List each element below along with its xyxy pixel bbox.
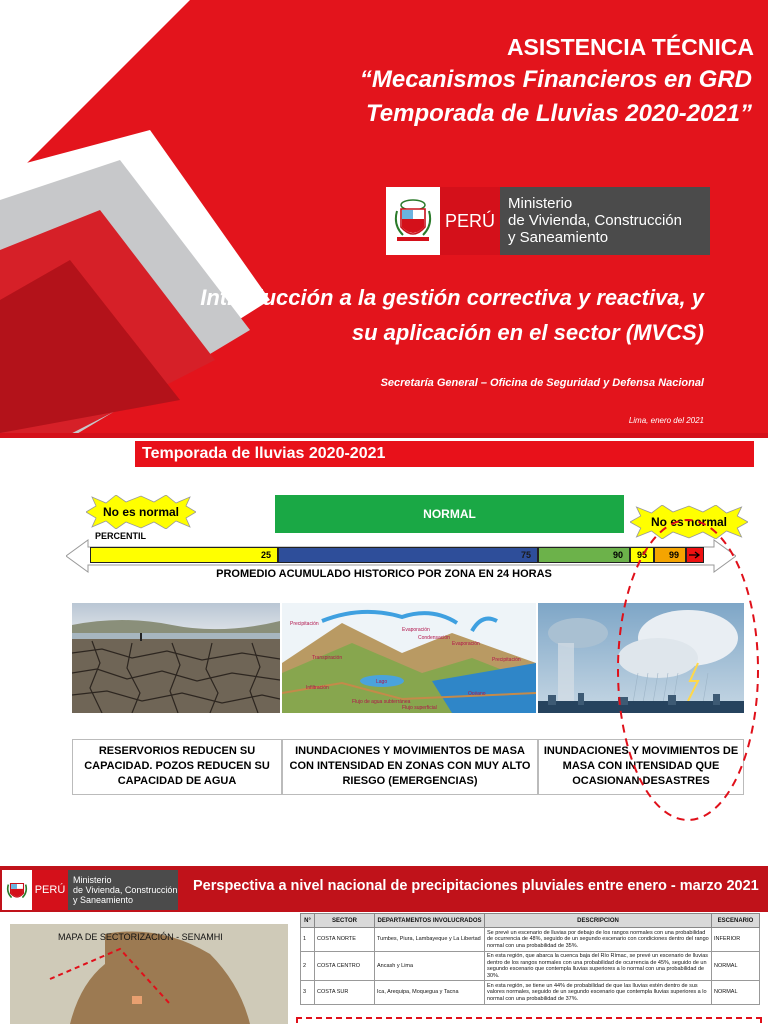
cell-departments: Tumbes, Piura, Lambayeque y La Libertad: [375, 928, 485, 952]
not-normal-right-label: No es normal: [650, 515, 728, 529]
cell-departments: Ancash y Lima: [375, 952, 485, 981]
cell-number: 1: [301, 928, 315, 952]
slide-title: ASISTENCIA TÉCNICA: [506, 34, 754, 60]
percentile-90: 90: [538, 547, 630, 563]
caption-floods-emergencies: INUNDACIONES Y MOVIMIENTOS DE MASA CON INTENSIDAD EN ZONAS CON MUY ALTO RIESGO (EMERGENCIAS): [282, 739, 538, 795]
map-title: MAPA DE SECTORIZACIÓN - SENAMHI: [58, 932, 223, 942]
rain-season-slide: [0, 433, 768, 840]
sectorization-map: [10, 924, 288, 1024]
caption-drought: RESERVORIOS REDUCEN SU CAPACIDAD. POZOS REDUCEN SU CAPACIDAD DE AGUA: [72, 739, 282, 795]
table-highlight-dashed: [296, 1017, 762, 1023]
highlight-ellipse: [612, 515, 764, 825]
logo-ministry-name: [500, 187, 710, 255]
ministry-line1: Ministerio: [508, 195, 573, 212]
col-departments: DEPARTAMENTOS INVOLUCRADOS: [375, 914, 485, 928]
ministry-line2: de Vivienda, Construcción: [73, 885, 178, 895]
cell-sector: COSTA CENTRO: [315, 952, 375, 981]
col-scenario: ESCENARIO: [712, 914, 760, 928]
ministry-line2: de Vivienda, Construcción: [508, 212, 682, 229]
table-header-row: [301, 914, 760, 928]
scale-caption: PROMEDIO ACUMULADO HISTORICO POR ZONA EN 24 HORAS: [216, 568, 552, 580]
intro-title-line2: su aplicación en el sector (MVCS): [351, 320, 704, 345]
col-description: DESCRIPCION: [485, 914, 712, 928]
caption-floods-disasters: INUNDACIONES Y MOVIMIENTOS DE MASA CON INTENSIDAD QUE OCASIONAN DESASTRES: [538, 739, 744, 795]
cell-sector: COSTA SUR: [315, 981, 375, 1005]
ministry-line1: Ministerio: [73, 875, 112, 885]
drought-image: [72, 603, 280, 713]
cell-sector: COSTA NORTE: [315, 928, 375, 952]
percentile-25: 25: [90, 547, 278, 563]
water-cycle-diagram: [282, 603, 536, 713]
diagram-label: Evaporación: [452, 641, 480, 647]
perspective-slide: [0, 866, 768, 1024]
cell-description: En esta región, se tiene un 44% de probabilidad de que las lluvias estén dentro de sus valores normales, seguido de un segundo escenario que contempla lluvias superiores a lo normal con una probabilidad de 37%.: [485, 981, 712, 1005]
intro-title-line1: Introducción a la gestión correctiva y reactiva, y: [200, 285, 704, 310]
ministry-logo: [386, 187, 710, 255]
diagram-label: Infiltración: [306, 685, 329, 691]
percentile-75: 75: [278, 547, 538, 563]
percentile-95: 95: [630, 547, 654, 563]
coat-of-arms-icon: [2, 870, 32, 910]
not-normal-left-label: No es normal: [102, 505, 180, 519]
percentile-99: 99: [654, 547, 686, 563]
diagram-label: Precipitación: [290, 621, 319, 627]
diagram-label: Lago: [376, 679, 388, 685]
cell-scenario: INFERIOR: [712, 928, 760, 952]
diagram-label: Evaporación: [402, 627, 430, 633]
office-name: Secretaría General – Oficina de Seguridad y Defensa Nacional: [380, 377, 704, 389]
cell-scenario: NORMAL: [712, 981, 760, 1005]
ministry-line3: y Saneamiento: [508, 229, 609, 246]
cell-number: 3: [301, 981, 315, 1005]
logo-country: PERÚ: [32, 870, 68, 910]
diagram-label: Flujo superficial: [402, 705, 437, 711]
title-slide: [0, 0, 768, 433]
sector-table: [300, 913, 760, 1005]
col-number: N°: [301, 914, 315, 928]
slide-subtitle-line1: “Mecanismos Financieros en GRD: [359, 66, 752, 93]
diagram-label: Precipitación: [492, 657, 521, 663]
diagram-label: Transpiración: [312, 655, 343, 661]
cell-description: En esta región, que abarca la cuenca baja del Río Rímac, se prevé un escenario de lluvias dentro de los rangos normales con una probabilidad de ocurrencia de 45%, seguido de un segundo escenario que contempla lluvias superiores a lo normal con una probabilidad de 30%.: [485, 952, 712, 981]
logo-country: PERÚ: [440, 187, 500, 255]
diagram-label: Flujo de agua subterránea: [352, 699, 411, 705]
ministry-line3: y Saneamiento: [73, 895, 134, 905]
cell-scenario: NORMAL: [712, 952, 760, 981]
ministry-logo-small: [2, 870, 178, 910]
logo-ministry-name: [68, 870, 178, 910]
col-sector: SECTOR: [315, 914, 375, 928]
cell-departments: Ica, Arequipa, Moquegua y Tacna: [375, 981, 485, 1005]
cell-description: Se prevé un escenario de lluvias por debajo de los rangos normales con una probabilidad de ocurrencia de 48%, seguido de un segundo escenario con condiciones dentro del rango normal con una probabilidad de 35%.: [485, 928, 712, 952]
slide3-title: Perspectiva a nivel nacional de precipitaciones pluviales entre enero - marzo 2021: [193, 878, 759, 894]
slide-date: Lima, enero del 2021: [628, 416, 704, 425]
cell-number: 2: [301, 952, 315, 981]
slide2-title: Temporada de lluvias 2020-2021: [135, 441, 754, 467]
diagram-label: Océano: [468, 691, 486, 697]
not-normal-left-badge: [86, 495, 196, 529]
table-row: [301, 952, 760, 981]
coat-of-arms-icon: [386, 187, 440, 255]
normal-box: NORMAL: [275, 495, 624, 533]
table-row: [301, 928, 760, 952]
table-row: [301, 981, 760, 1005]
percentil-label: PERCENTIL: [95, 531, 147, 541]
slide-subtitle-line2: Temporada de Lluvias 2020-2021”: [366, 100, 752, 127]
top-divider: [0, 433, 768, 438]
diagram-label: Condensación: [418, 635, 450, 641]
